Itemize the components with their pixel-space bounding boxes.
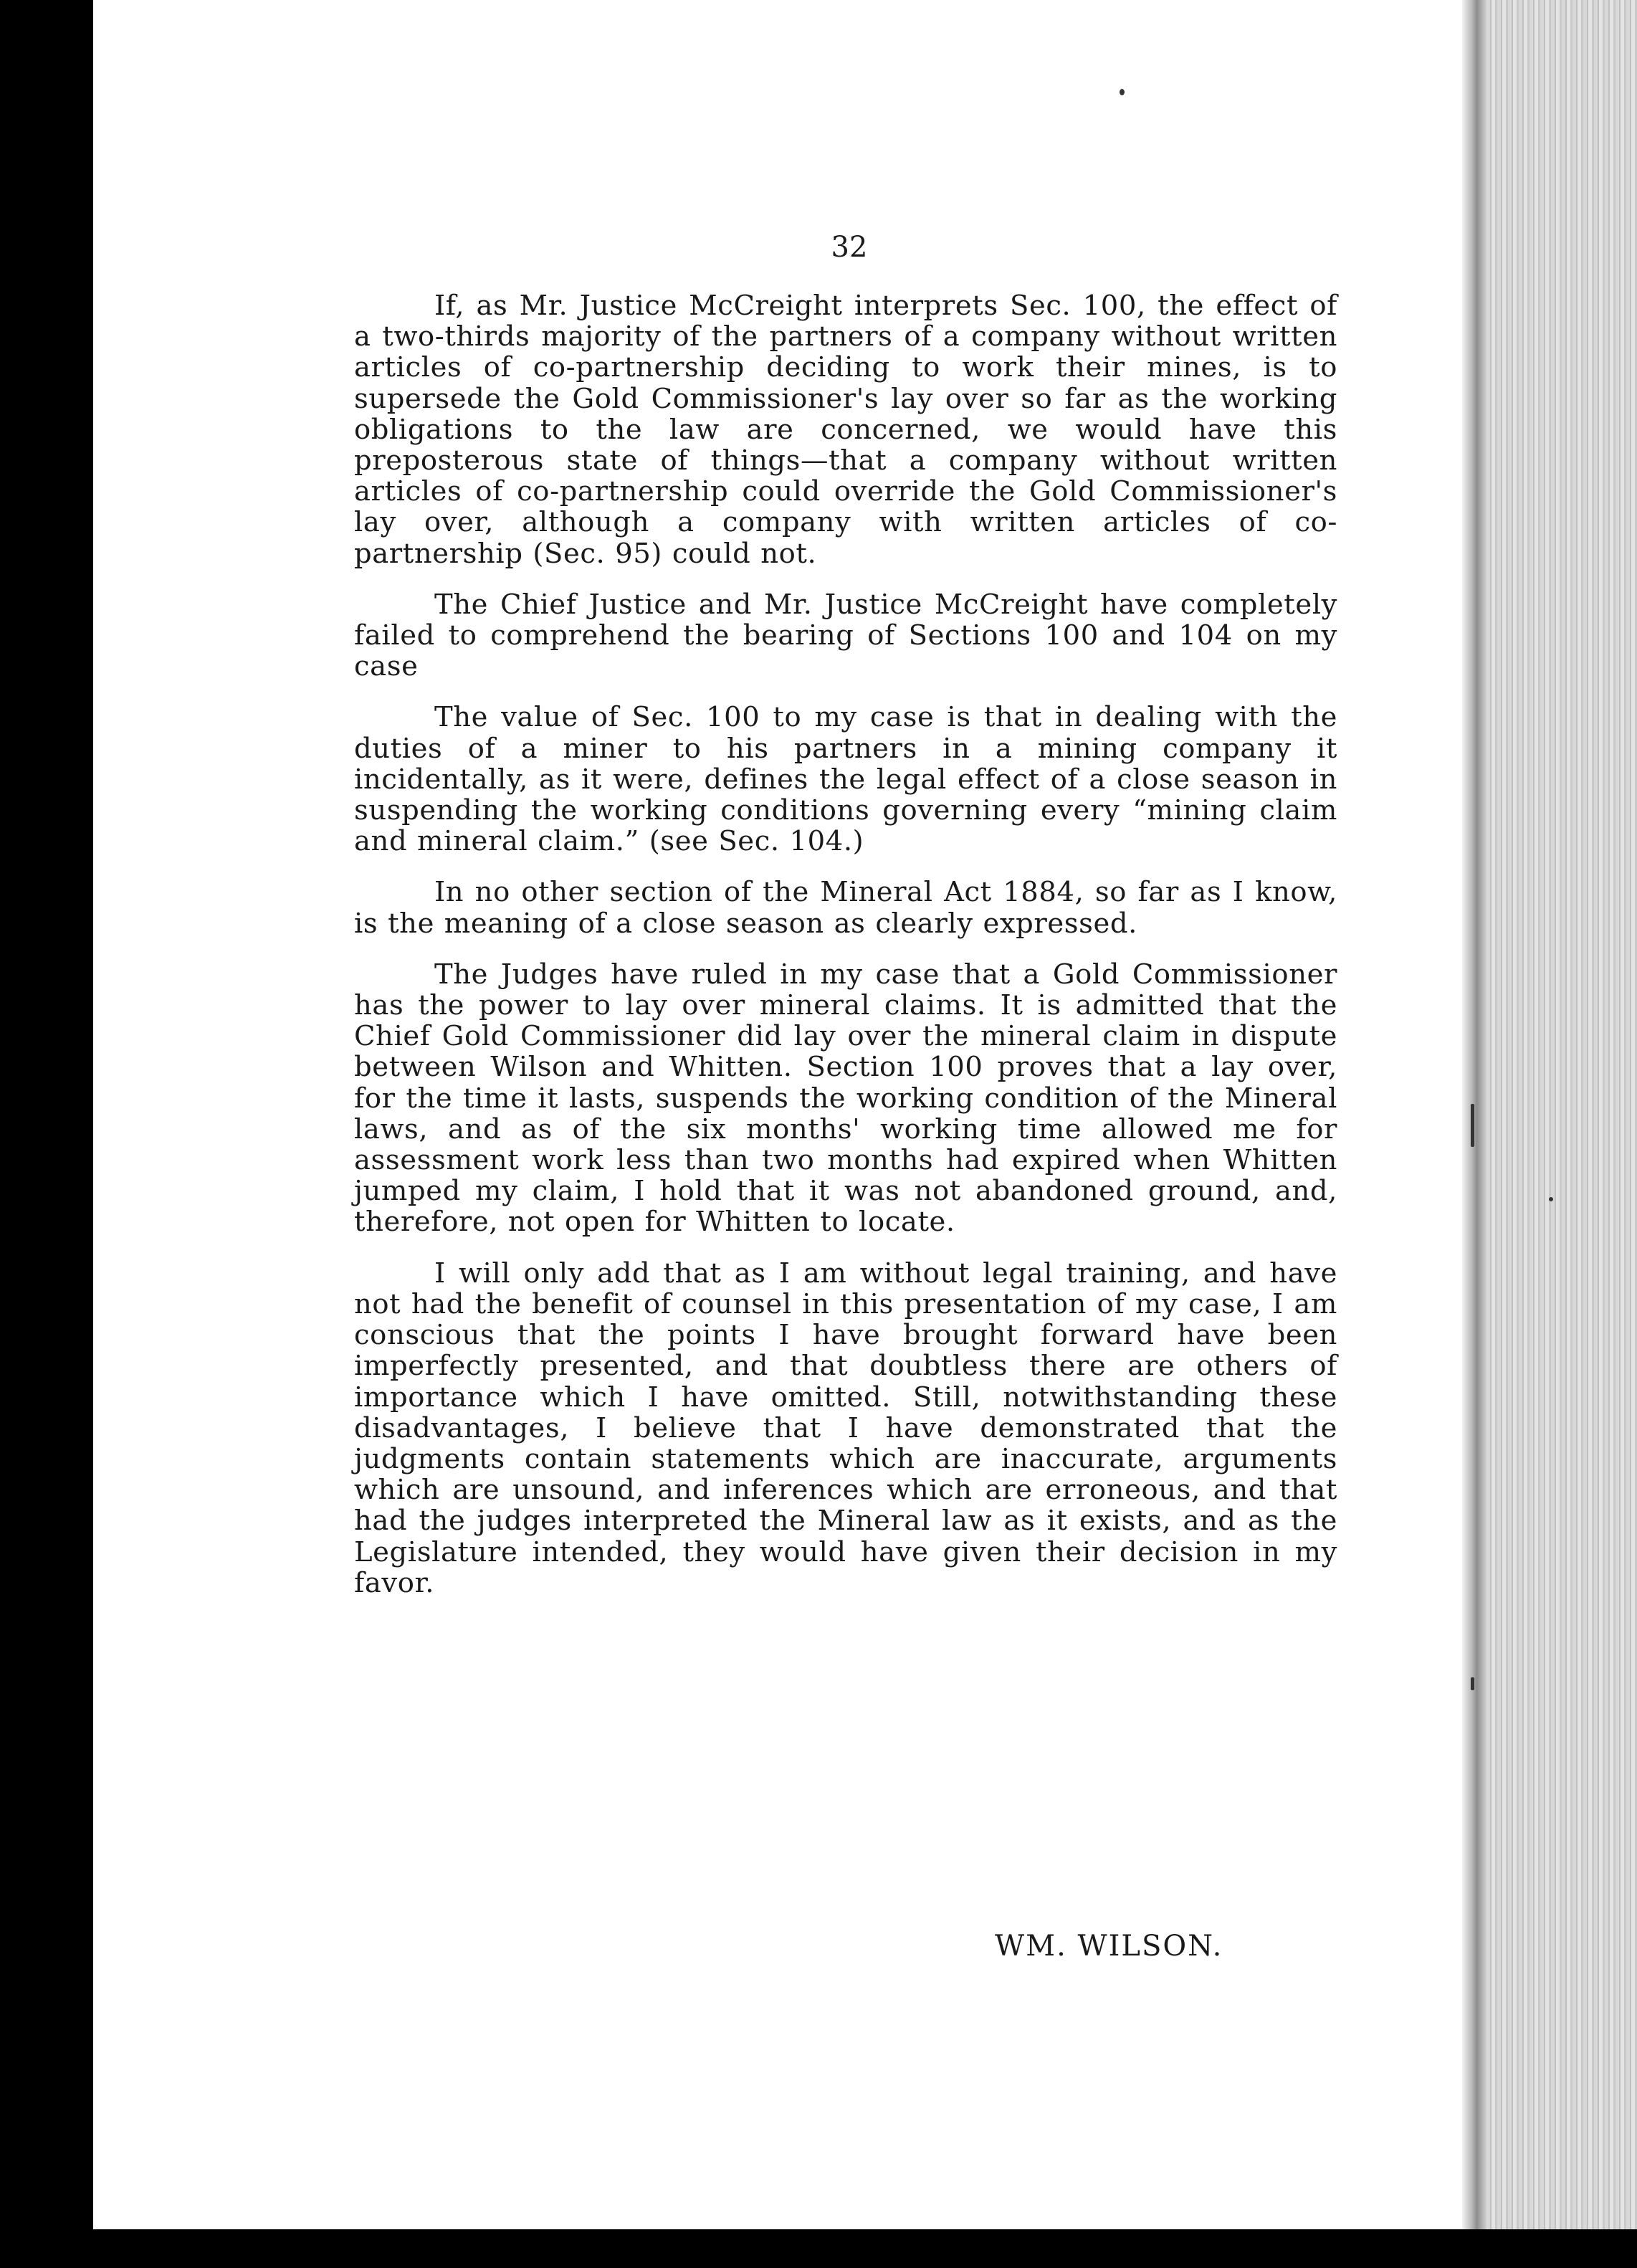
- paragraph: The Chief Justice and Mr. Justice McCreight have completely failed to comprehend the bearing of Sections 100 and 104 on my case: [354, 588, 1337, 683]
- binding-edge: [1486, 0, 1637, 2268]
- paragraph: I will only add that as I am without legal training, and have not had the benefit of counsel in this presentation of my case, I am conscious that the points I have brought forward have been imperfectly presented, and that doubtless there are others of importance which I have omitted. Still, notwithstanding these disadvantages, I believe that I have demonstrated that the judgments contain statements which are inaccurate, arguments which are unsound, and inferences which are erroneous, and that had the judges interpreted the Mineral law as it exists, and as the Legislature intended, they would have given their decision in my favor.: [354, 1257, 1337, 1599]
- paragraph: In no other section of the Mineral Act 1884, so far as I know, is the meaning of a close season as clearly expressed.: [354, 876, 1337, 940]
- speck-mark: [1120, 89, 1125, 95]
- gutter-mark: [1471, 1104, 1474, 1147]
- gutter-mark: [1471, 1677, 1474, 1690]
- film-border-left: [0, 0, 93, 2268]
- body-text: [354, 290, 1337, 1619]
- paragraph: The value of Sec. 100 to my case is that in dealing with the duties of a miner to his partners in a mining company it incidentally, as it were, defines the legal effect of a close season in suspending the working conditions governing every “mining claim and mineral claim.” (see Sec. 104.): [354, 701, 1337, 858]
- film-border-bottom: [0, 2229, 1637, 2268]
- paragraph: If, as Mr. Justice McCreight interprets Sec. 100, the effect of a two-thirds majority of the partners of a company without written articles of co-partnership deciding to work their mines, is to supersede the Gold Commissioner's lay over so far as the working obligations to the law are concerned, we would have this preposterous state of things—that a company without written articles of co-partnership could override the Gold Commissioner's lay over, although a company with written articles of co-partnership (Sec. 95) could not.: [354, 290, 1337, 570]
- page-gutter: [1462, 0, 1486, 2268]
- signature: WM. WILSON.: [995, 1930, 1223, 1963]
- page-number: 32: [831, 231, 868, 264]
- paragraph: The Judges have ruled in my case that a Gold Commissioner has the power to lay over mineral claims. It is admitted that the Chief Gold Commissioner did lay over the mineral claim in dispute between Wilson and Whitten. Section 100 proves that a lay over, for the time it lasts, suspends the working condition of the Mineral laws, and as of the six months' working time allowed me for assessment work less than two months had expired when Whitten jumped my claim, I hold that it was not abandoned ground, and, therefore, not open for Whitten to locate.: [354, 958, 1337, 1239]
- speck-mark: [1549, 1197, 1553, 1201]
